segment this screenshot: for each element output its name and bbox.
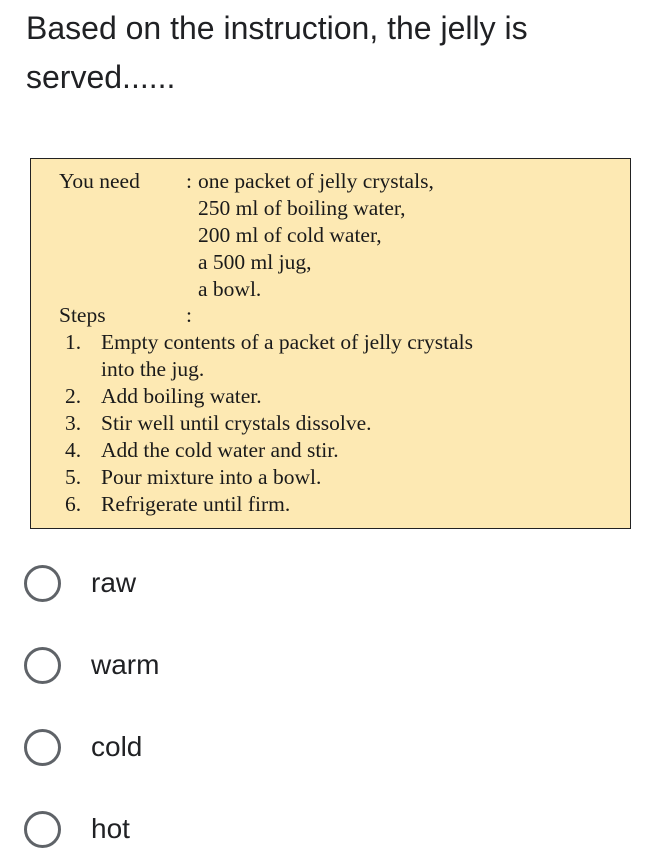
radio-button-icon[interactable] xyxy=(24,565,61,602)
question-line-1: Based on the instruction, the jelly is xyxy=(26,10,528,46)
step-number: 4. xyxy=(65,438,82,462)
option-label: warm xyxy=(91,649,160,680)
radio-button-icon[interactable] xyxy=(24,811,61,848)
option-label: hot xyxy=(91,813,130,844)
radio-button-icon[interactable] xyxy=(24,647,61,684)
radio-button-icon[interactable] xyxy=(24,729,61,766)
step-number: 3. xyxy=(65,411,82,435)
option-label: cold xyxy=(91,731,143,762)
step-text: Empty contents of a packet of jelly crystals xyxy=(101,330,473,354)
you-need-colon: : xyxy=(186,169,192,193)
you-need-label: You need xyxy=(59,169,140,193)
step-number: 2. xyxy=(65,384,82,408)
steps-label: Steps xyxy=(59,303,106,327)
steps-colon: : xyxy=(186,303,192,327)
step-text: into the jug. xyxy=(101,357,205,381)
option-warm[interactable] xyxy=(24,643,424,687)
step-text: Stir well until crystals dissolve. xyxy=(101,411,372,435)
ingredient-item: a 500 ml jug, xyxy=(198,250,312,274)
option-raw[interactable] xyxy=(24,561,424,605)
option-label: raw xyxy=(91,567,137,598)
ingredient-item: 200 ml of cold water, xyxy=(198,223,382,247)
option-cold[interactable] xyxy=(24,725,424,769)
ingredient-item: 250 ml of boiling water, xyxy=(198,196,406,220)
step-text: Pour mixture into a bowl. xyxy=(101,465,322,489)
step-number: 5. xyxy=(65,465,82,489)
question-line-2: served...... xyxy=(26,59,176,95)
step-number: 6. xyxy=(65,492,82,516)
ingredient-item: a bowl. xyxy=(198,277,262,301)
step-number: 1. xyxy=(65,330,82,354)
step-text: Refrigerate until firm. xyxy=(101,492,291,516)
step-text: Add the cold water and stir. xyxy=(101,438,339,462)
ingredient-item: one packet of jelly crystals, xyxy=(198,169,434,193)
recipe-instruction-box xyxy=(30,158,631,529)
step-text: Add boiling water. xyxy=(101,384,262,408)
question-text xyxy=(26,4,626,102)
option-hot[interactable] xyxy=(24,807,424,851)
